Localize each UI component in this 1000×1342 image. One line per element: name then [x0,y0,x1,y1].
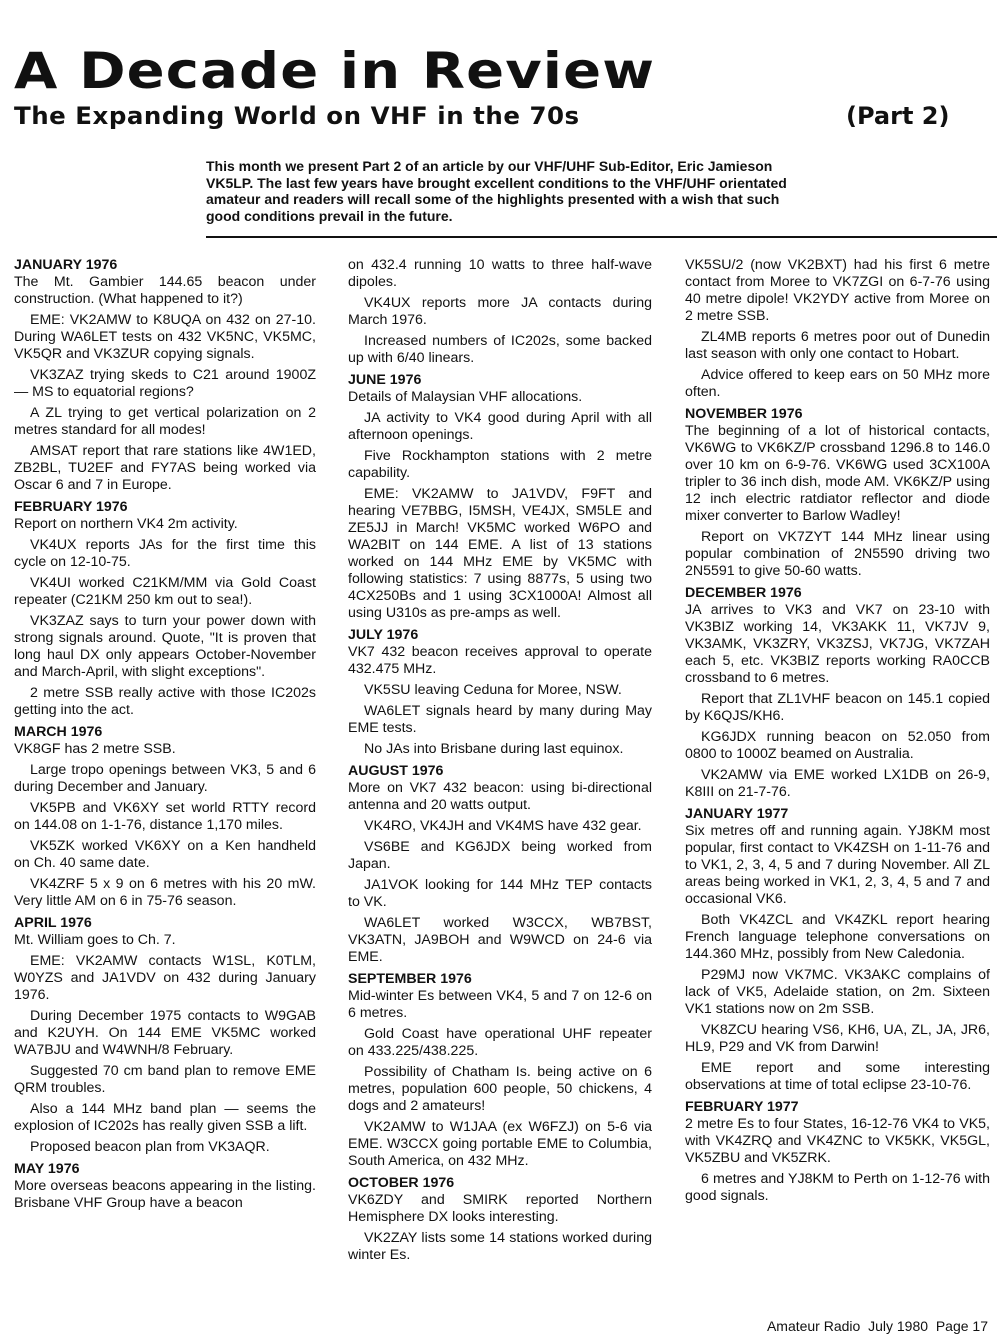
article-section [14,724,316,910]
article-paragraph: EME: VK2AMW to JA1VDV, F9FT and hearing VE7BBG, I5MSH, VE4JX, SM5LE and ZE5JJ in March! VK5MC worked W6PO and WA2BIT on 144 EME. A list of 13 stations worked on 144 MHz EME by VK5MC with following statistics: 7 using 8877s, 5 using two 4CX250Bs and 1 using 3CX1000A! Almost all using U310s as pre-amps as well. [348,486,652,621]
article-section [348,971,652,1170]
article-paragraph: VK5PB and VK6XY set world RTTY record on 144.08 on 1-1-76, distance 1,170 miles. [14,800,316,833]
section-heading: OCTOBER 1976 [348,1175,455,1191]
article-section [348,763,652,966]
article-paragraph: Increased numbers of IC202s, some backed up with 6/40 linears. [348,333,652,366]
part-label: (Part 2) [846,102,950,130]
article-paragraph: VS6BE and KG6JDX being worked from Japan. [348,839,652,872]
article-paragraph: Mid-winter Es between VK4, 5 and 7 on 12-6 on 6 metres. [348,988,652,1021]
article-paragraph: VK3ZAZ trying skeds to C21 around 1900Z — MS to equatorial regions? [14,367,316,400]
article-paragraph: VK5SU/2 (now VK2BXT) had his first 6 metre contact from Moree to VK7ZGI on 6-7-76 using 40 metre dipole! VK2YDY active from Moree on 2 metre SSB. [685,257,990,324]
article-paragraph: Report on VK7ZYT 144 MHz linear using popular combination of 2N5590 driving two 2N5591 to give 50-60 watts. [685,529,990,579]
article-paragraph: P29MJ now VK7MC. VK3AKC complains of lack of VK5, Adelaide station, on 2m. Sixteen VK1 stations now on 2m SSB. [685,967,990,1017]
article-paragraph: Report that ZL1VHF beacon on 145.1 copied by K6QJS/KH6. [685,691,990,724]
article-paragraph: Gold Coast have operational UHF repeater on 433.225/438.225. [348,1026,652,1059]
article-paragraph: VK4UI worked C21KM/MM via Gold Coast repeater (C21KM 250 km out to sea!). [14,575,316,608]
section-heading: APRIL 1976 [14,915,92,931]
article-paragraph: Both VK4ZCL and VK4ZKL report hearing French language telephone conversations on 144.360 MHz, possibly from New Caledonia. [685,912,990,962]
article-paragraph: on 432.4 running 10 watts to three half-wave dipoles. [348,257,652,290]
article-paragraph: VK7 432 beacon receives approval to operate 432.475 MHz. [348,644,652,677]
article-paragraph: The Mt. Gambier 144.65 beacon under construction. (What happened to it?) [14,274,316,307]
article-paragraph: No JAs into Brisbane during last equinox. [364,741,624,757]
article-paragraph: VK2ZAY lists some 14 stations worked during winter Es. [348,1230,652,1263]
article-paragraph: The beginning of a lot of historical contacts, VK6WG to VK6KZ/P crossband 1296.8 to 146.0 over 10 km on 6-9-76. VK6WG used 3CX100A tripler to 36 inch dish, mode AM. VK6KZ/P using 12 inch electric ratdiator reflector and diode mixer converter to Barlow Wadley! [685,423,990,524]
article-paragraph: 2 metre SSB really active with those IC202s getting into the act. [14,685,316,718]
section-heading: JANUARY 1977 [685,806,789,822]
section-heading: NOVEMBER 1976 [685,406,803,422]
footer-publication: Amateur Radio [766,1318,861,1334]
article-paragraph: During December 1975 contacts to W9GAB and K2UYH. On 144 EME VK5MC worked WA7BJU and W4WNH/8 February. [14,1008,316,1058]
article-paragraph: JA activity to VK4 good during April with all afternoon openings. [348,410,652,443]
article-paragraph: Mt. William goes to Ch. 7. [14,932,176,948]
article-paragraph: AMSAT report that rare stations like 4W1ED, ZB2BL, TU2EF and FY7AS being worked via Oscar 6 and 7 in Europe. [14,443,316,493]
section-heading: MARCH 1976 [14,724,103,740]
article-section [348,372,652,622]
article-paragraph: Possibility of Chatham Is. being active on 6 metres, population 600 people, 50 chickens, 4 dogs and 2 amateurs! [348,1064,652,1114]
article-paragraph: ZL4MB reports 6 metres poor out of Dunedin last season with only one contact to Hobart. [685,329,990,362]
article-section [685,406,990,580]
section-heading: SEPTEMBER 1976 [348,971,472,987]
article-paragraph: JA1VOK looking for 144 MHz TEP contacts to VK. [348,877,652,910]
article-paragraph: VK8ZCU hearing VS6, KH6, UA, ZL, JA, JR6, HL9, P29 and VK from Darwin! [685,1022,990,1055]
article-section [14,915,316,1156]
article-paragraph: VK5ZK worked VK6XY on a Ken handheld on Ch. 40 same date. [14,838,316,871]
article-title: A Decade in Review [14,42,656,100]
section-heading: DECEMBER 1976 [685,585,802,601]
article-section [14,1161,316,1212]
section-heading: FEBRUARY 1976 [14,499,128,515]
article-subtitle: The Expanding World on VHF in the 70s [14,102,580,130]
article-paragraph: Details of Malaysian VHF allocations. [348,389,583,405]
article-paragraph: EME: VK2AMW contacts W1SL, K0TLM, W0YZS and JA1VDV on 432 during January 1976. [14,953,316,1003]
article-paragraph: Proposed beacon plan from VK3AQR. [30,1139,270,1155]
footer-issue: July 1980 [868,1318,929,1334]
section-heading: JUNE 1976 [348,372,422,388]
intro-paragraph: This month we present Part 2 of an article by our VHF/UHF Sub-Editor, Eric Jamieson VK5LP. The last few years have brought excellent conditions to the VHF/UHF orientated amateur and readers will recall some of the highlights presented with a wish that such good conditions prevail in the future. [206,158,787,224]
intro-divider [206,236,997,238]
article-paragraph: VK2AMW via EME worked LX1DB on 26-9, K8III on 21-7-76. [685,767,990,800]
article-paragraph: More overseas beacons appearing in the listing. Brisbane VHF Group have a beacon [14,1178,316,1211]
article-paragraph: A ZL trying to get vertical polarization on 2 metres standard for all modes! [14,405,316,438]
article-paragraph: VK2AMW to W1JAA (ex W6FZJ) on 5-6 via EME. W3CCX going portable EME to Columbia, South America, on 432 MHz. [348,1119,652,1169]
section-heading: AUGUST 1976 [348,763,444,779]
article-paragraph: Five Rockhampton stations with 2 metre capability. [348,448,652,481]
article-paragraph: VK3ZAZ says to turn your power down with strong signals around. Quote, "It is proven that long haul DX only appears October-November and March-April, with slight exceptions". [14,613,316,680]
article-paragraph: 2 metre Es to four States, 16-12-76 VK4 to VK5, with VK4ZRQ and VK4ZNC to VK5KK, VK5GL, VK5ZBU and VK5ZRK. [685,1116,990,1166]
article-paragraph: VK8GF has 2 metre SSB. [14,741,176,757]
article-paragraph: WA6LET worked W3CCX, WB7BST, VK3ATN, JA9BOH and W9WCD on 24-6 via EME. [348,915,652,965]
article-paragraph: More on VK7 432 beacon: using bi-directional antenna and 20 watts output. [348,780,652,813]
article-paragraph: Advice offered to keep ears on 50 MHz more often. [685,367,990,400]
article-paragraph: KG6JDX running beacon on 52.050 from 0800 to 1000Z beamed on Australia. [685,729,990,762]
article-paragraph: Suggested 70 cm band plan to remove EME QRM troubles. [14,1063,316,1096]
article-section [348,1175,652,1264]
article-section [685,1099,990,1205]
footer-page-number: Page 17 [935,1318,988,1334]
article-paragraph: VK6ZDY and SMIRK reported Northern Hemisphere DX looks interesting. [348,1192,652,1225]
section-heading: JANUARY 1976 [14,257,118,273]
page-footer [767,1318,988,1334]
article-paragraph: JA arrives to VK3 and VK7 on 23-10 with VK3BIZ working 14, VK3AKK 11, VK7JV 9, VK3AMK, VK3ZRY, VK3ZSJ, VK7JG, VK7ZAH each 5, etc. VK3BIZ reports working RA0CCB crossband to 6 metres. [685,602,990,686]
section-heading: MAY 1976 [14,1161,80,1177]
article-section [14,257,316,494]
article-paragraph: VK4UX reports JAs for the first time this cycle on 12-10-75. [14,537,316,570]
article-paragraph: WA6LET signals heard by many during May EME tests. [348,703,652,736]
article-section [348,627,652,758]
article-paragraph: VK5SU leaving Ceduna for Moree, NSW. [364,682,622,698]
article-paragraph: VK4RO, VK4JH and VK4MS have 432 gear. [364,818,642,834]
section-heading: FEBRUARY 1977 [685,1099,799,1115]
article-section [348,257,652,367]
article-paragraph: 6 metres and YJ8KM to Perth on 1-12-76 with good signals. [685,1171,990,1204]
article-paragraph: VK4ZRF 5 x 9 on 6 metres with his 20 mW. Very little AM on 6 in 75-76 season. [14,876,316,909]
column-2 [348,257,652,1269]
article-section [14,499,316,719]
column-1 [14,257,316,1217]
article-paragraph: Large tropo openings between VK3, 5 and 6 during December and January. [14,762,316,795]
article-paragraph: Six metres off and running again. YJ8KM most popular, first contact to VK4ZSH on 1-11-76 and to VK1, 2, 3, 4, 5 and 7 during November. All ZL areas being worked in VK1, 2, 3, 4, 5 and 7 and occasional VK6. [685,823,990,907]
article-paragraph: VK4UX reports more JA contacts during March 1976. [348,295,652,328]
section-heading: JULY 1976 [348,627,419,643]
column-3 [685,257,990,1210]
article-section [685,585,990,801]
article-paragraph: Also a 144 MHz band plan — seems the explosion of IC202s has really given SSB a lift. [14,1101,316,1134]
article-section [685,806,990,1094]
article-paragraph: EME: VK2AMW to K8UQA on 432 on 27-10. During WA6LET tests on 432 VK5NC, VK5MC, VK5QR and VK3ZUR copying signals. [14,312,316,362]
article-paragraph: Report on northern VK4 2m activity. [14,516,238,532]
article-section [685,257,990,401]
article-paragraph: EME report and some interesting observations at time of total eclipse 23-10-76. [685,1060,990,1093]
